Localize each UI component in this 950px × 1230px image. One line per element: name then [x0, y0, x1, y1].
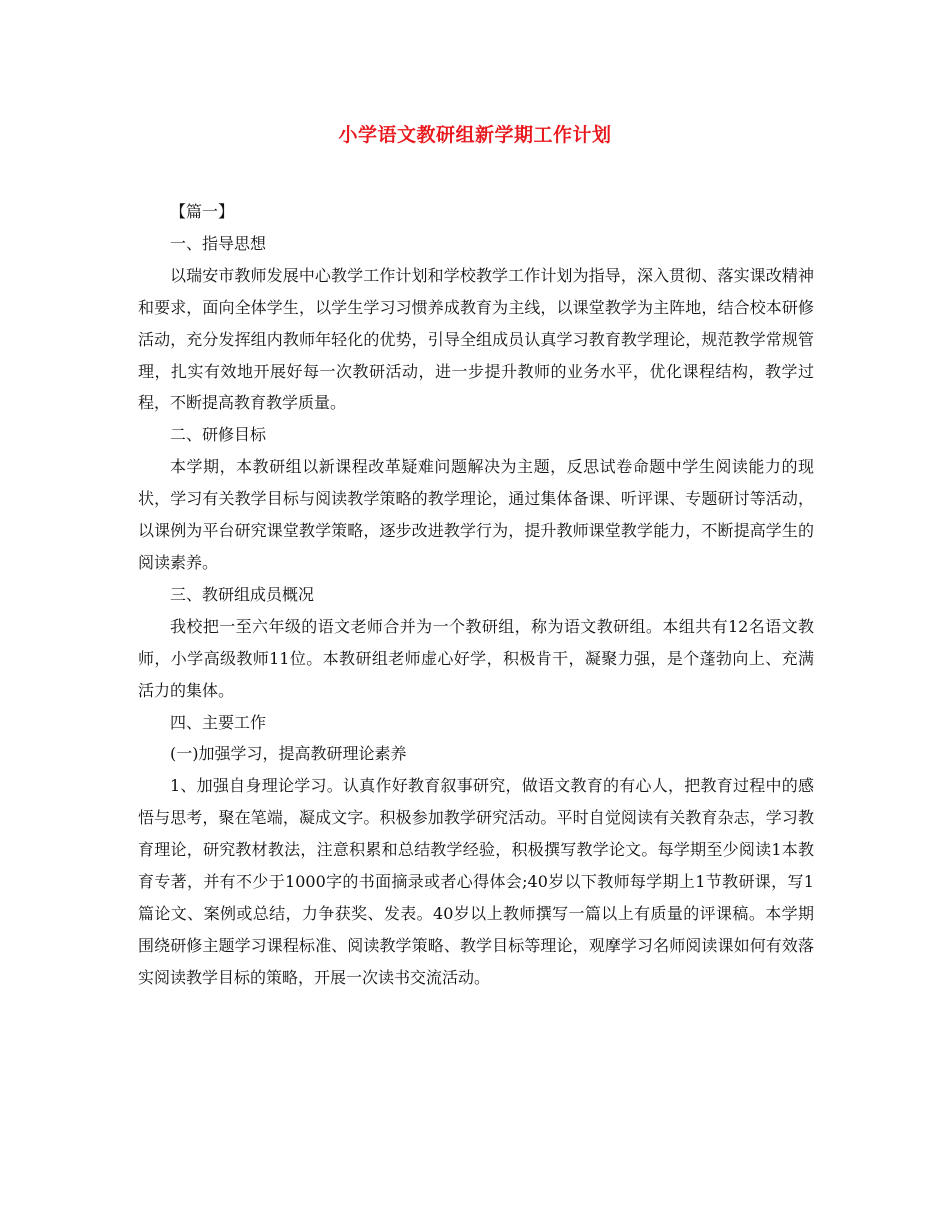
document-body — [138, 196, 814, 994]
paragraph-group-members: 我校把一至六年级的语文老师合并为一个教研组，称为语文教研组。本组共有12名语文教师，小学高级教师11位。本教研组老师虚心好学，积极肯干，凝聚力强，是个蓬勃向上、充满活力的集体。 — [138, 616, 814, 700]
heading-research-goals: 二、研修目标 — [170, 425, 267, 445]
paragraph-guiding-ideology: 以瑞安市教师发展中心教学工作计划和学校教学工作计划为指导，深入贯彻、落实课改精神和要求，面向全体学生，以学生学习习惯养成教育为主线，以课堂教学为主阵地，结合校本研修活动，充分发挥组内教师年轻化的优势，引导全组成员认真学习教育教学理论，规范教学常规管理，扎实有效地开展好每一次教研活动，进一步提升教师的业务水平，优化课程结构，教学过程，不断提高教育教学质量。 — [138, 265, 814, 413]
heading-main-work: 四、主要工作 — [170, 712, 267, 732]
paragraph-research-goals: 本学期，本教研组以新课程改革疑难问题解决为主题，反思试卷命题中学生阅读能力的现状，学习有关教学目标与阅读教学策略的教学理论，通过集体备课、听评课、专题研讨等活动，以课例为平台研究课堂教学策略，逐步改进教学行为，提升教师课堂教学能力，不断提高学生的阅读素养。 — [138, 457, 814, 572]
paragraph-self-study: 1、加强自身理论学习。认真作好教育叙事研究，做语文教育的有心人，把教育过程中的感悟与思考，聚在笔端，凝成文字。积极参加教学研究活动。平时自觉阅读有关教育杂志，学习教育理论，研究教材教法，注意积累和总结教学经验，积极撰写教学论文。每学期至少阅读1本教育专著，并有不少于1000字的书面摘录或者心得体会;40岁以下教师每学期上1节教研课，写1篇论文、案例或总结，力争获奖、发表。40岁以上教师撰写一篇以上有质量的评课稿。本学期围绕研修主题学习课程标准、阅读教学策略、教学目标等理论，观摩学习名师阅读课如何有效落实阅读教学目标的策略，开展一次读书交流活动。 — [138, 776, 814, 987]
heading-group-members: 三、教研组成员概况 — [170, 584, 315, 604]
section-label: 【篇一】 — [170, 202, 235, 221]
heading-guiding-ideology: 一、指导思想 — [170, 233, 267, 253]
document-title: 小学语文教研组新学期工作计划 — [338, 124, 612, 146]
subheading-strengthen-study: (一)加强学习，提高教研理论素养 — [170, 744, 407, 764]
